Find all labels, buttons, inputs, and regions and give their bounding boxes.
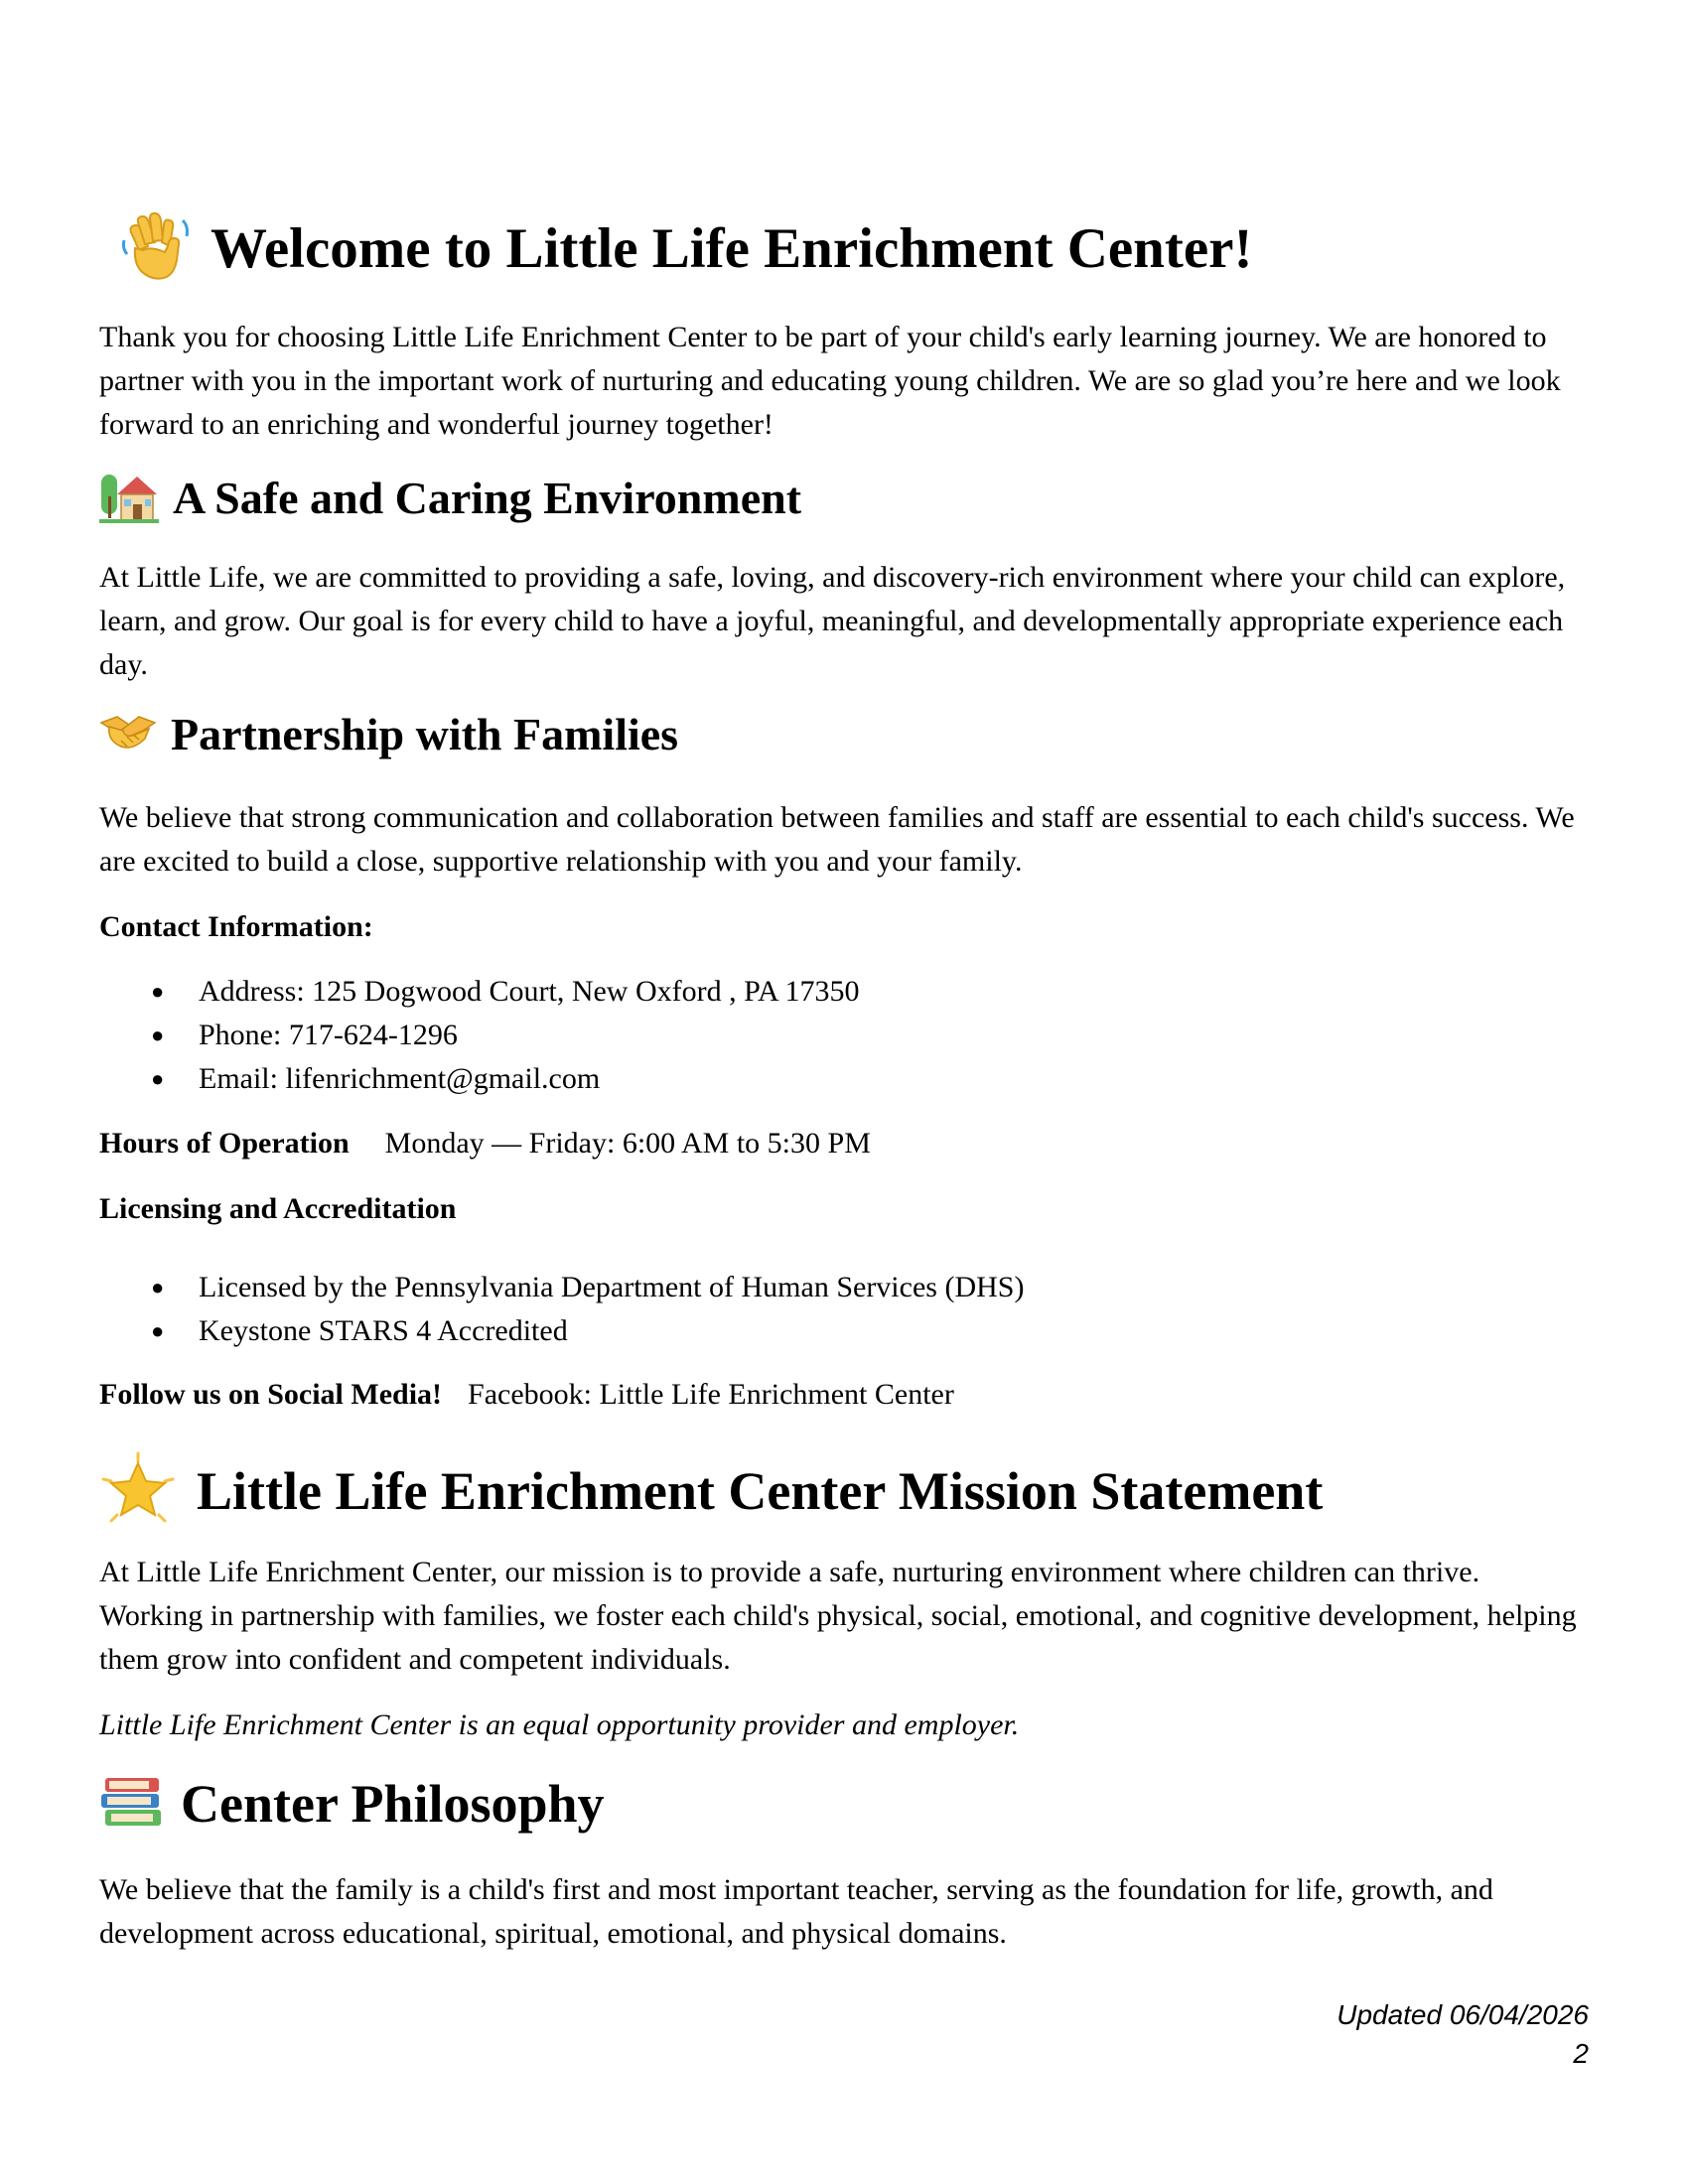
philosophy-paragraph: We believe that the family is a child's first and most important teacher, serving as the foundation for life, growth, and development across educational, spiritual, emotional, and physical domains. bbox=[99, 1873, 1493, 1950]
mission-note: Little Life Enrichment Center is an equal opportunity provider and employer. bbox=[99, 1708, 1020, 1741]
house-icon bbox=[99, 469, 159, 529]
contact-phone: ● Phone: 717-624-1296 bbox=[151, 1014, 860, 1057]
licensing-stars: ● Keystone STARS 4 Accredited bbox=[151, 1309, 1024, 1353]
wave-icon bbox=[121, 210, 191, 287]
social-line bbox=[99, 1373, 954, 1417]
page-number: 2 bbox=[1573, 2038, 1589, 2069]
contact-label: Contact Information: bbox=[99, 910, 373, 943]
contact-address: ● Address: 125 Dogwood Court, New Oxford , PA 17350 bbox=[151, 970, 860, 1014]
books-icon bbox=[99, 1774, 165, 1835]
mission-heading bbox=[99, 1451, 1323, 1532]
licensing-list bbox=[151, 1266, 1024, 1353]
social-value: Facebook: Little Life Enrichment Center bbox=[468, 1378, 954, 1411]
partnership-title: Partnership with Families bbox=[171, 709, 679, 759]
page-footer bbox=[1336, 1995, 1589, 2073]
safe-heading bbox=[99, 469, 801, 529]
hours-label: Hours of Operation bbox=[99, 1127, 350, 1160]
social-label: Follow us on Social Media! bbox=[99, 1378, 443, 1411]
contact-email: ● Email: lifenrichment@gmail.com bbox=[151, 1057, 860, 1101]
welcome-title: Welcome to Little Life Enrichment Center! bbox=[211, 216, 1253, 280]
mission-paragraph: At Little Life Enrichment Center, our mission is to provide a safe, nurturing environment where children can thrive. Working in partnership with families, we foster each child's physical, social, emotional, and cognitive development, helping them grow into confident and competent individuals. bbox=[99, 1556, 1577, 1676]
star-icon bbox=[99, 1451, 177, 1532]
hours-value: Monday — Friday: 6:00 AM to 5:30 PM bbox=[384, 1127, 871, 1160]
philosophy-heading bbox=[99, 1773, 605, 1835]
safe-title: A Safe and Caring Environment bbox=[173, 473, 802, 524]
partnership-heading bbox=[99, 709, 678, 761]
contact-list bbox=[151, 970, 860, 1101]
mission-title: Little Life Enrichment Center Mission Statement bbox=[197, 1461, 1324, 1522]
updated-date: Updated 06/04/2026 bbox=[1336, 1999, 1589, 2030]
licensing-label: Licensing and Accreditation bbox=[99, 1192, 457, 1225]
partnership-paragraph: We believe that strong communication and collaboration between families and staff are essential to each child's success. We are excited to build a close, supportive relationship with you and your family. bbox=[99, 801, 1575, 878]
welcome-heading bbox=[121, 210, 1252, 287]
handshake-icon bbox=[99, 713, 157, 757]
licensing-dhs: ● Licensed by the Pennsylvania Department of Human Services (DHS) bbox=[151, 1266, 1024, 1309]
hours-line bbox=[99, 1122, 871, 1165]
safe-paragraph: At Little Life, we are committed to providing a safe, loving, and discovery-rich environment where your child can explore, learn, and grow. Our goal is for every child to have a joyful, meaningful, and developmentally appropriate experience each day. bbox=[99, 561, 1566, 681]
philosophy-title: Center Philosophy bbox=[181, 1774, 605, 1834]
welcome-paragraph: Thank you for choosing Little Life Enrichment Center to be part of your child's early learning journey. We are honored to partner with you in the important work of nurturing and educating young children. We are so glad you’re here and we look forward to an enriching and wonderful journey together! bbox=[99, 321, 1561, 441]
